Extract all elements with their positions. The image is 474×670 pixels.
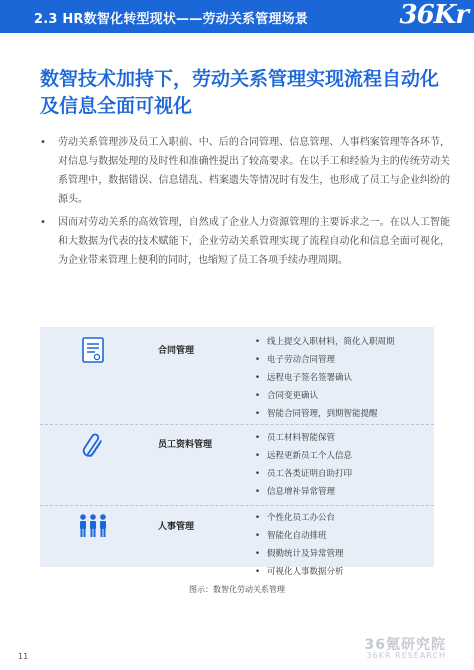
people-group-icon bbox=[78, 513, 108, 539]
feature-list bbox=[255, 509, 344, 581]
list-item: • 远程更新员工个人信息 bbox=[255, 447, 352, 465]
body-bullets bbox=[40, 133, 450, 274]
list-item: • 智能合同管理，到期智能提醒 bbox=[255, 405, 395, 423]
paragraph-text: 因而对劳动关系的高效管理，自然成了企业人力资源管理的主要诉求之一。在以人工智能和大数据为代表的技术赋能下，企业劳动关系管理实现了流程自动化和信息全面可视化，为企业带来管理上便利的同时，也缩短了员工各项手续办理周期。 bbox=[58, 217, 450, 266]
section-label: 员工资料管理 bbox=[158, 440, 213, 450]
section-personnel-management bbox=[40, 511, 434, 577]
list-item: • 个性化员工办公台 bbox=[255, 509, 344, 527]
section-label: 人事管理 bbox=[158, 522, 195, 532]
section-label: 合同管理 bbox=[158, 346, 195, 356]
paragraph-text: 劳动关系管理涉及员工入职前、中、后的合同管理、信息管理、人事档案管理等各环节，对信息与数据处理的及时性和准确性提出了较高要求。在以手工和经验为主的传统劳动关系管理中，数据错误、信息错乱、档案遗失等情况时有发生，也形成了员工与企业纠纷的源头。 bbox=[58, 137, 450, 205]
diagram-panel bbox=[40, 327, 434, 577]
body-paragraph bbox=[40, 213, 450, 270]
list-item: • 合同变更确认 bbox=[255, 387, 395, 405]
list-item: • 电子劳动合同管理 bbox=[255, 351, 395, 369]
bullet-marker: • bbox=[40, 137, 46, 148]
contract-document-icon bbox=[82, 337, 104, 363]
page-title: 数智技术加持下，劳动关系管理实现流程自动化及信息全面可视化 bbox=[40, 68, 440, 117]
list-item: • 员工材料智能保管 bbox=[255, 429, 352, 447]
bullet-marker: • bbox=[40, 217, 46, 228]
section-divider bbox=[40, 424, 434, 425]
watermark-cn: 36氪研究院 bbox=[364, 637, 446, 653]
figure-caption: 图示：数智化劳动关系管理 bbox=[189, 585, 285, 594]
header-bar bbox=[0, 0, 474, 33]
list-item: • 信息增补异常管理 bbox=[255, 483, 352, 501]
watermark-en: 36KR RESEARCH bbox=[366, 651, 446, 660]
section-contract-management bbox=[40, 333, 434, 425]
body-paragraph bbox=[40, 133, 450, 209]
list-item: • 可视化人事数据分析 bbox=[255, 563, 344, 581]
section-divider bbox=[40, 505, 434, 506]
feature-list bbox=[255, 333, 395, 423]
header-title: 2.3 HR数智化转型现状——劳动关系管理场景 bbox=[34, 12, 309, 27]
feature-list bbox=[255, 429, 352, 501]
list-item: • 线上提交入职材料，简化入职周期 bbox=[255, 333, 395, 351]
list-item: • 假勤统计及异常管理 bbox=[255, 545, 344, 563]
page-number: 11 bbox=[18, 652, 29, 661]
list-item: • 远程电子签名签署确认 bbox=[255, 369, 395, 387]
brand-logo: 36Kr bbox=[399, 0, 468, 30]
section-employee-records bbox=[40, 429, 434, 505]
list-item: • 员工各类证明自助打印 bbox=[255, 465, 352, 483]
list-item: • 智能化自动排班 bbox=[255, 527, 344, 545]
paperclip-icon bbox=[82, 433, 104, 459]
